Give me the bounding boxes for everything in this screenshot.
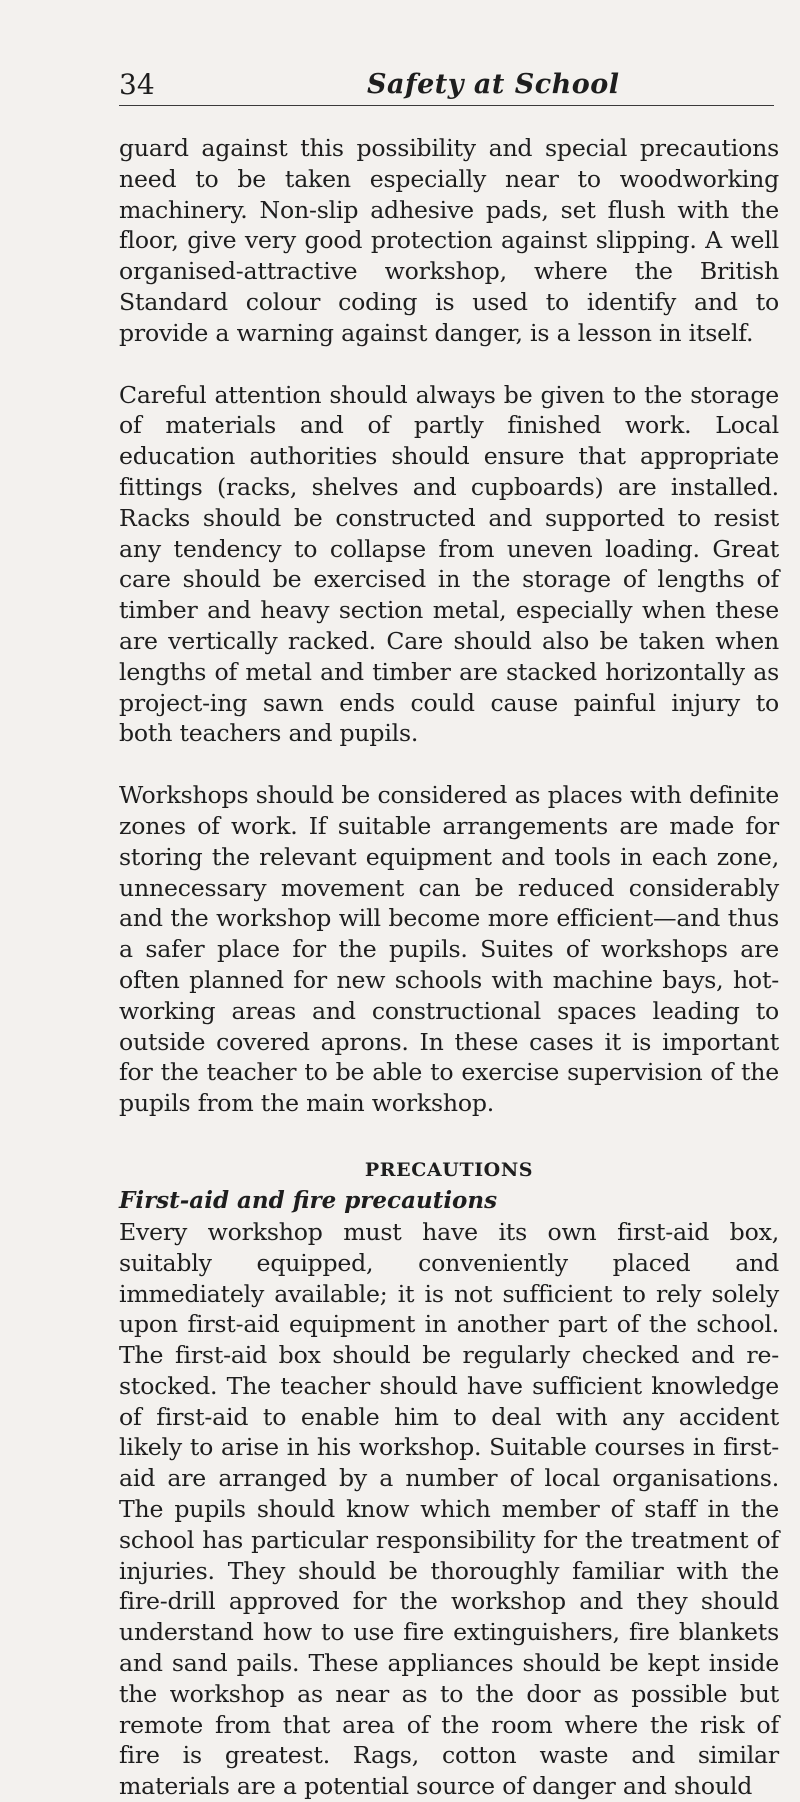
- page-number: 34: [119, 68, 155, 101]
- paragraph-1: guard against this possibility and special precautions need to be taken especially near to woodworking machinery. Non-slip adhesive pads, set flush with the floor, give very good protection against slipping. A well organised-attractive workshop, where the British Standard colour coding is used to identify and to provide a warning against danger, is a lesson in itself.: [119, 134, 779, 347]
- running-head: [119, 68, 779, 108]
- paragraph-4: Every workshop must have its own first-aid box, suitably equipped, conveniently placed and immediately available; it is not sufficient to rely solely upon first-aid equipment in another part of the school. The first-aid box should be regularly checked and re-stocked. The teacher should have sufficient knowledge of first-aid to enable him to deal with any accident likely to arise in his workshop. Suitable courses in first-aid are arranged by a number of local organisations. The pupils should know which member of staff in the school has particular responsibility for the treatment of injuries. They should be thoroughly familiar with the fire-drill approved for the workshop and they should understand how to use fire extinguishers, fire blankets and sand pails. These appliances should be kept inside the workshop as near as to the door as possible but remote from that area of the room where the risk of fire is greatest. Rags, cotton waste and similar materials are a potential source of danger and should: [119, 1217, 779, 1801]
- body-text: [119, 133, 779, 1802]
- paragraph-3: Workshops should be considered as places with definite zones of work. If suitable arrangements are made for storing the relevant equipment and tools in each zone, unnecessary movement can be reduced considerably and the workshop will become more efficient—and thus a safer place for the pupils. Suites of workshops are often planned for new schools with machine bays, hot-working areas and constructional spaces leading to outside covered aprons. In these cases it is important for the teacher to be able to exercise supervision of the pupils from the main workshop.: [119, 781, 779, 1118]
- header-rule: [119, 105, 774, 106]
- sub-heading: First-aid and fire precautions: [119, 1186, 498, 1214]
- section-heading: PRECAUTIONS: [364, 1158, 534, 1181]
- paragraph-2: Careful attention should always be given to the storage of materials and of partly finished work. Local education authorities should ensure that appropriate fittings (racks, shelves and cupboards) are installed. Racks should be constructed and supported to resist any tendency to collapse from uneven loading. Great care should be exercised in the storage of lengths of timber and heavy section metal, especially when these are vertically racked. Care should also be taken when lengths of metal and timber are stacked horizontally as project-ing sawn ends could cause painful injury to both teachers and pupils.: [119, 380, 779, 748]
- running-title: Safety at School: [367, 69, 620, 100]
